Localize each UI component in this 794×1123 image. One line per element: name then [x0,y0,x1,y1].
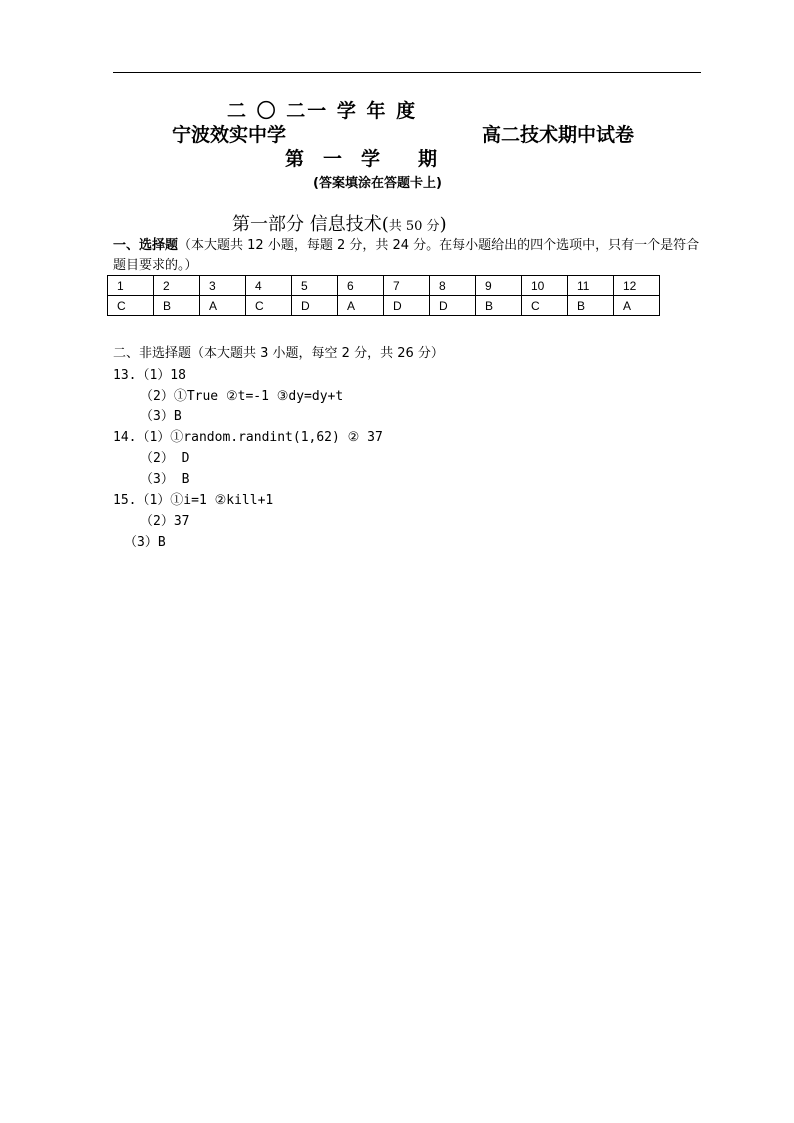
section1-desc: （本大题共 12 小题，每题 2 分，共 24 分。在每小题给出的四个选项中，只有一个是符合题目要求的。） [113,238,700,273]
answer-row [108,296,660,316]
answer-cell: D [430,296,476,316]
answer-line: （3） B [140,472,190,487]
answer-line: （3）B [140,409,182,424]
answer-line: 13.（1）18 [113,368,186,383]
qnum-cell: 6 [338,276,384,296]
section1-heading [113,236,703,276]
answer-cell: D [384,296,430,316]
semester: 第 一 学 期 [285,148,438,170]
qnum-cell: 11 [568,276,614,296]
answer-cell: B [154,296,200,316]
answer-line: （2）37 [140,514,190,529]
qnum-cell: 8 [430,276,476,296]
qnum-cell: 12 [614,276,660,296]
school-name: 宁波效实中学 [172,124,287,146]
qnum-cell: 3 [200,276,246,296]
qnum-cell: 1 [108,276,154,296]
answer-cell: A [614,296,660,316]
qnum-cell: 4 [246,276,292,296]
answer-note: (答案填涂在答题卡上) [313,176,442,191]
section2-title: 二、非选择题（本大题共 3 小题，每空 2 分，共 26 分） [113,346,444,361]
answer-line: （3）B [124,535,166,550]
part-title [232,210,447,236]
answer-line: （2） D [140,451,190,466]
answer-line: （2）①True ②t=-1 ③dy=dy+t [140,389,344,404]
qnum-cell: 2 [154,276,200,296]
header-rule [113,72,701,73]
qnum-cell: 9 [476,276,522,296]
answer-cell: A [338,296,384,316]
question-number-row [108,276,660,296]
answer-cell: B [568,296,614,316]
answer-cell: A [200,296,246,316]
answer-line: 15.（1）①i=1 ②kill+1 [113,493,274,508]
school-year: 二 〇 二一 学 年 度 [227,100,418,122]
part-title-close: ) [439,214,447,235]
qnum-cell: 10 [522,276,568,296]
answer-table [107,275,660,316]
answer-cell: C [522,296,568,316]
answer-cell: B [476,296,522,316]
answer-line: 14.（1）①random.randint(1,62) ② 37 [113,430,383,445]
answer-cell: C [246,296,292,316]
answer-cell: C [108,296,154,316]
qnum-cell: 5 [292,276,338,296]
qnum-cell: 7 [384,276,430,296]
part-score: 共 50 分 [388,219,440,234]
paper-title: 高二技术期中试卷 [482,124,635,146]
section1-title: 一、选择题 [113,238,179,253]
answer-cell: D [292,296,338,316]
part-title-text: 第一部分 信息技术( [232,214,389,235]
